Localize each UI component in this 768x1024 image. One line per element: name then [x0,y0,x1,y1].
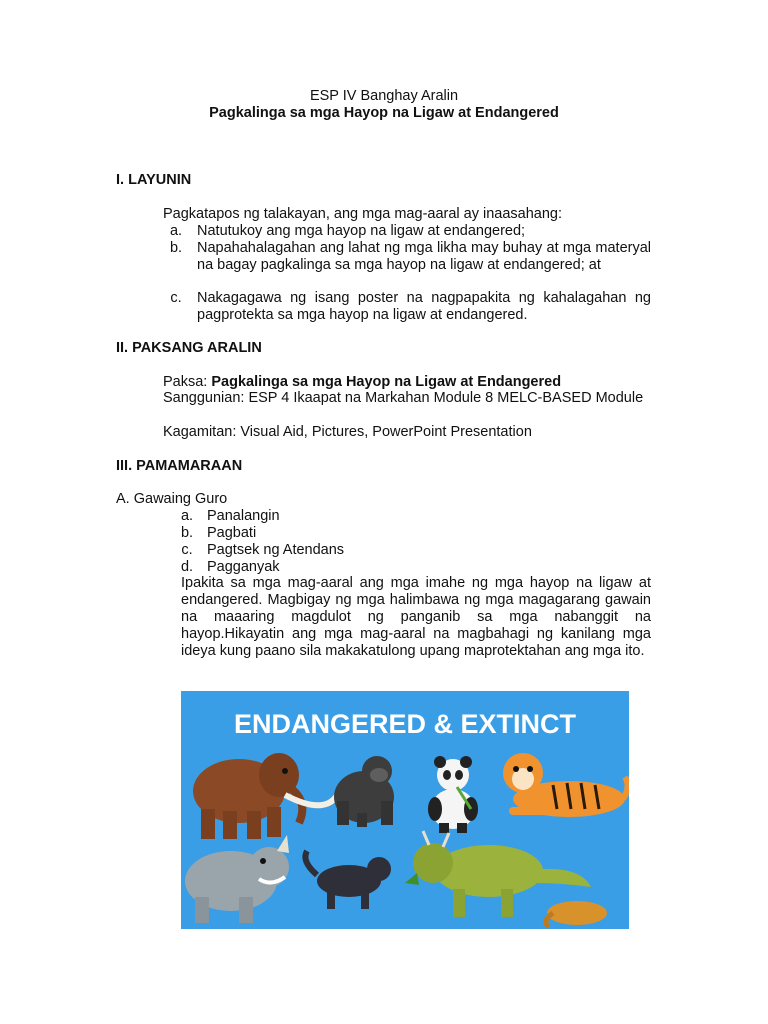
list-item [163,240,651,291]
list-item [180,542,480,559]
list-marker: c. [170,290,182,306]
pagganyak-paragraph: Ipakita sa mga mag-aaral ang mga imahe ng mga hayop na ligaw at endangered. Magbigay ng mga halimbawa ng mga magagarang gawain na maaaring magdulot ng panganib sa mga nabanggit na hayop.Hikayatin ang mga mag-aaral na magbahagi ng kanilang mga ideya kung paano sila makakatulong upang maprotektahan ang mga ito. [181,575,651,659]
layunin-intro: Pagkatapos ng talakayan, ang mga mag-aaral ay inaasahang: [163,206,563,222]
section-heading-paksang-aralin: II. PAKSANG ARALIN [116,340,262,356]
paksa-label: Paksa: [163,374,212,390]
document-subtitle: ESP IV Banghay Aralin [309,88,459,104]
list-item [180,525,480,542]
subsection-gawaing-guro: A. Gawaing Guro [116,491,228,507]
list-item [163,290,651,324]
paksa-value: Pagkalinga sa mga Hayop na Ligaw at Endangered [211,374,562,390]
list-item-text: Pagtsek ng Atendans [207,542,345,558]
list-marker: b. [180,525,194,541]
section-heading-pamamaraan: III. PAMAMARAAN [116,458,243,474]
paksa-line [163,374,561,391]
endangered-animals-image [181,691,629,929]
list-marker: d. [180,559,194,575]
list-item [180,559,480,576]
list-marker: b. [169,240,183,256]
list-item-text: Natutukoy ang mga hayop na ligaw at endangered; [197,223,526,239]
list-marker: a. [169,223,183,239]
list-marker: a. [180,508,194,524]
document-title: Pagkalinga sa mga Hayop na Ligaw at Endangered [209,105,559,121]
section-heading-layunin: I. LAYUNIN [116,172,192,188]
list-item-text: Nakagagawa ng isang poster na nagpapakita ng kahalagahan ng pagprotekta sa mga hayop na ligaw at endangered. [197,290,651,323]
list-item-text: Pagbati [207,525,257,541]
list-item-text: Napahahalagahan ang lahat ng mga likha may buhay at mga materyal na bagay pagkalinga sa mga hayop na ligaw at endangered; at [197,240,651,273]
list-marker: c. [181,542,193,558]
sanggunian-line: Sanggunian: ESP 4 Ikaapat na Markahan Module 8 MELC-BASED Module [163,390,644,406]
kagamitan-line: Kagamitan: Visual Aid, Pictures, PowerPoint Presentation [163,424,532,440]
image-caption: ENDANGERED & EXTINCT [233,709,577,739]
list-item-text: Pagganyak [207,559,280,575]
list-item [180,508,480,525]
list-item-text: Panalangin [207,508,280,524]
list-item [163,223,651,240]
